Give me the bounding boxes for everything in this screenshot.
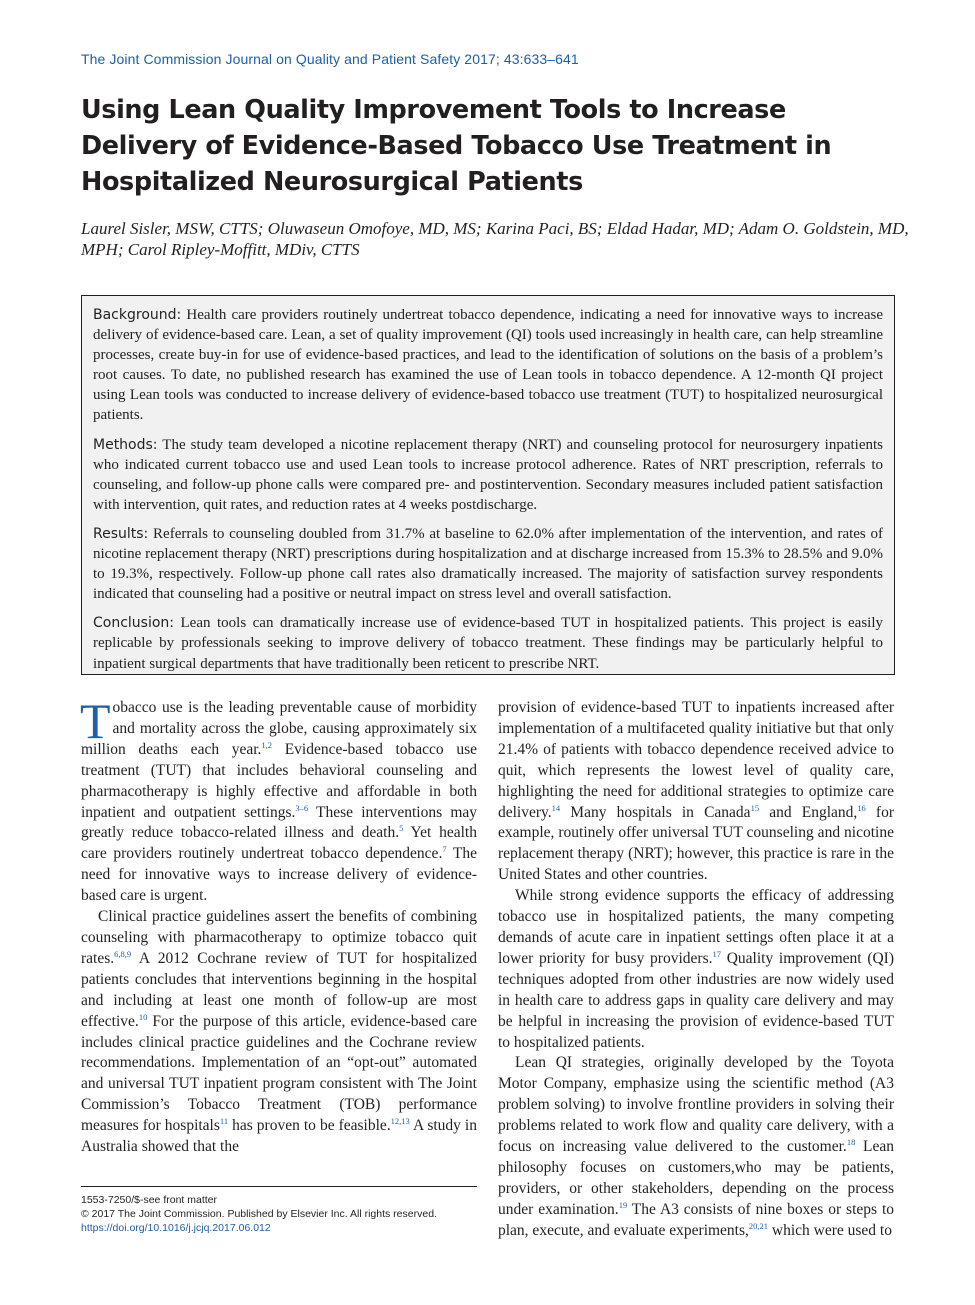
author-list: Laurel Sisler, MSW, CTTS; Oluwaseun Omofoye, MD, MS; Karina Paci, BS; Eldad Hadar, MD; Adam O. Goldstein, MD, MPH; Carol Ripley-Moffitt, MDiv, CTTS (81, 219, 909, 259)
text-run: Many hospitals in Canada (560, 803, 751, 821)
abstract-methods (93, 435, 883, 515)
citation-link[interactable]: 15 (750, 802, 760, 813)
text-run: The need for innovative ways to increase delivery of evidence-based care is urgent. (81, 845, 477, 905)
body-paragraph (80, 693, 478, 907)
citation-link[interactable]: 6,8,9 (114, 948, 132, 959)
abstract-box (81, 295, 895, 675)
body-paragraph (81, 907, 477, 1158)
conclusion-text: Lean tools can dramatically increase use of evidence-based TUT in hospitalized patients. This project is easily replicable by professionals seeking to improve delivery of tobacco treatment. These findings may be particularly helpful to inpatient surgical departments that have traditionally been reticent to prescribe NRT. (93, 615, 884, 672)
methods-label: Methods: (93, 436, 158, 453)
body-paragraph (498, 698, 894, 886)
journal-header: The Joint Commission Journal on Quality and Patient Safety 2017; 43:633–641 (81, 51, 579, 67)
citation-link[interactable]: 12,13 (390, 1116, 410, 1127)
text-run: Quality improvement (QI) techniques adopted from other industries are now widely used in health care to address gaps in quality care delivery and may be helpful in increasing the provision of evidence-based TUT to hospitalized patients. (498, 949, 894, 1051)
citation-link[interactable]: 7 (442, 844, 447, 855)
body-column-left (80, 693, 478, 1158)
text-run: While strong evidence supports the efficacy of addressing tobacco use in hospitalized patients, the many competing demands of acute care in inpatient settings often place it at a lower priority for busy providers. (498, 887, 894, 967)
text-run: provision of evidence-based TUT to inpatients increased after implementation of a multifaceted quality initiative but that only 21.4% of patients with tobacco dependence received advice to quit, which represents the lowest level of quality care, highlighting the need for additional strategies to optimize care delivery. (498, 699, 894, 821)
abstract-conclusion (93, 613, 883, 673)
results-text: Referrals to counseling doubled from 31.7% at baseline to 62.0% after implementation of the intervention, and rates of nicotine replacement therapy (NRT) prescriptions during hospitalization and at discharge increased from 15.3% to 28.5% and 9.0% to 19.3%, respectively. Follow-up phone call rates also dramatically increased. The majority of satisfaction survey respondents indicated that counseling had a positive or neutral impact on stress level and overall satisfaction. (93, 525, 884, 603)
text-run: which were used to (768, 1221, 892, 1239)
text-run: and England, (759, 803, 858, 821)
issn-line: 1553-7250/$-see front matter (81, 1194, 217, 1206)
background-label: Background: (93, 307, 182, 323)
body-paragraph (498, 1053, 894, 1241)
methods-text: The study team developed a nicotine replacement therapy (NRT) and counseling protocol for neurosurgery inpatients who indicated current tobacco use and used Lean tools to increase protocol adherence. Rates of NRT prescription, referrals to counseling, and follow-up phone calls were compared pre- and postintervention. Secondary measures included patient satisfaction with intervention, quit rates, and reduction rates at 4 weeks postdischarge. (93, 436, 883, 513)
citation-link[interactable]: 19 (618, 1199, 628, 1210)
footnote-block (81, 1186, 477, 1235)
copyright-line: © 2017 The Joint Commission. Published by Elsevier Inc. All rights reserved. (81, 1208, 437, 1220)
text-run: The A3 consists of nine boxes or steps to plan, execute, and evaluate experiments, (498, 1200, 894, 1239)
background-text: Health care providers routinely undertreat tobacco dependence, indicating a need for innovative ways to increase delivery of evidence-based care. Lean, a set of quality improvement (QI) tools used increasingly in health care, can help streamline processes, create buy-in for use of evidence-based practices, and lead to the identification of solutions on the basis of a problem’s root causes. To date, no published research has examined the use of Lean tools in tobacco dependence. A 12-month QI project using Lean tools was conducted to increase delivery of evidence-based tobacco use treatment (TUT) to hospitalized neurosurgical patients. (93, 307, 883, 424)
abstract-background (93, 305, 883, 426)
abstract-results (93, 524, 883, 604)
citation-link[interactable]: 1,2 (261, 739, 273, 750)
citation-link[interactable]: 11 (219, 1116, 229, 1127)
article-title: Using Lean Quality Improvement Tools to Increase Delivery of Evidence-Based Tobacco Use Treatment in Hospitalized Neurosurgical Patients (81, 95, 832, 197)
body-paragraph (498, 886, 894, 1053)
text-run: obacco use is the leading preventable cause of morbidity and mortality across the globe, causing approximately six million deaths each year. (81, 699, 477, 758)
conclusion-label: Conclusion: (93, 615, 175, 632)
citation-link[interactable]: 14 (551, 802, 561, 813)
citation-link[interactable]: 18 (846, 1137, 856, 1148)
citation-link[interactable]: 16 (857, 802, 866, 813)
citation-link[interactable]: 20,21 (748, 1220, 769, 1231)
text-run: A 2012 Cochrane review of TUT for hospitalized patients concludes that interventions beginning in the hospital and including at least one month of follow-up are most effective. (81, 949, 477, 1030)
citation-link[interactable]: 17 (712, 948, 721, 959)
text-run: These interventions may greatly reduce tobacco-related illness and death. (81, 803, 478, 842)
text-run: For the purpose of this article, evidence-based care includes clinical practice guidelines and the Cochrane review recommendations. Implementation of an “opt-out” automated and universal TUT inpatient program consistent with The Joint Commission’s Tobacco Treatment (TOB) performance measures for hospitals (81, 1012, 477, 1135)
text-run: Lean philosophy focuses on customers,who may be patients, providers, or other stakeholders, depending on the process under examination. (498, 1138, 895, 1218)
text-run: Lean QI strategies, originally developed by the Toyota Motor Company, emphasize using the scientific method (A3 problem solving) to involve frontline providers in solving their problems related to work flow and quality care delivery, with a focus on increasing value delivered to the customer. (498, 1054, 894, 1156)
doi-link[interactable]: https://doi.org/10.1016/j.jcjq.2017.06.012 (81, 1222, 271, 1234)
body-column-right (498, 698, 894, 1242)
text-run: Evidence-based tobacco use treatment (TUT) that includes behavioral counseling and pharmacotherapy is highly effective and affordable in both inpatient and outpatient settings. (81, 740, 477, 821)
drop-cap: T (80, 693, 111, 749)
text-run: A study in Australia showed that the (81, 1117, 477, 1156)
text-run: has proven to be feasible. (228, 1117, 391, 1135)
text-run: Yet health care providers routinely undertreat tobacco dependence. (81, 824, 477, 863)
citation-link[interactable]: 10 (138, 1011, 148, 1022)
text-run: Clinical practice guidelines assert the benefits of combining counseling with pharmacotherapy to optimize tobacco quit rates. (81, 908, 477, 967)
results-label: Results: (93, 525, 149, 542)
citation-link[interactable]: 5 (399, 823, 404, 834)
citation-link[interactable]: 3–6 (295, 802, 309, 813)
text-run: for example, routinely offer universal TUT counseling and nicotine replacement therapy (NRT); however, this practice is rare in the United States and other countries. (498, 803, 895, 884)
